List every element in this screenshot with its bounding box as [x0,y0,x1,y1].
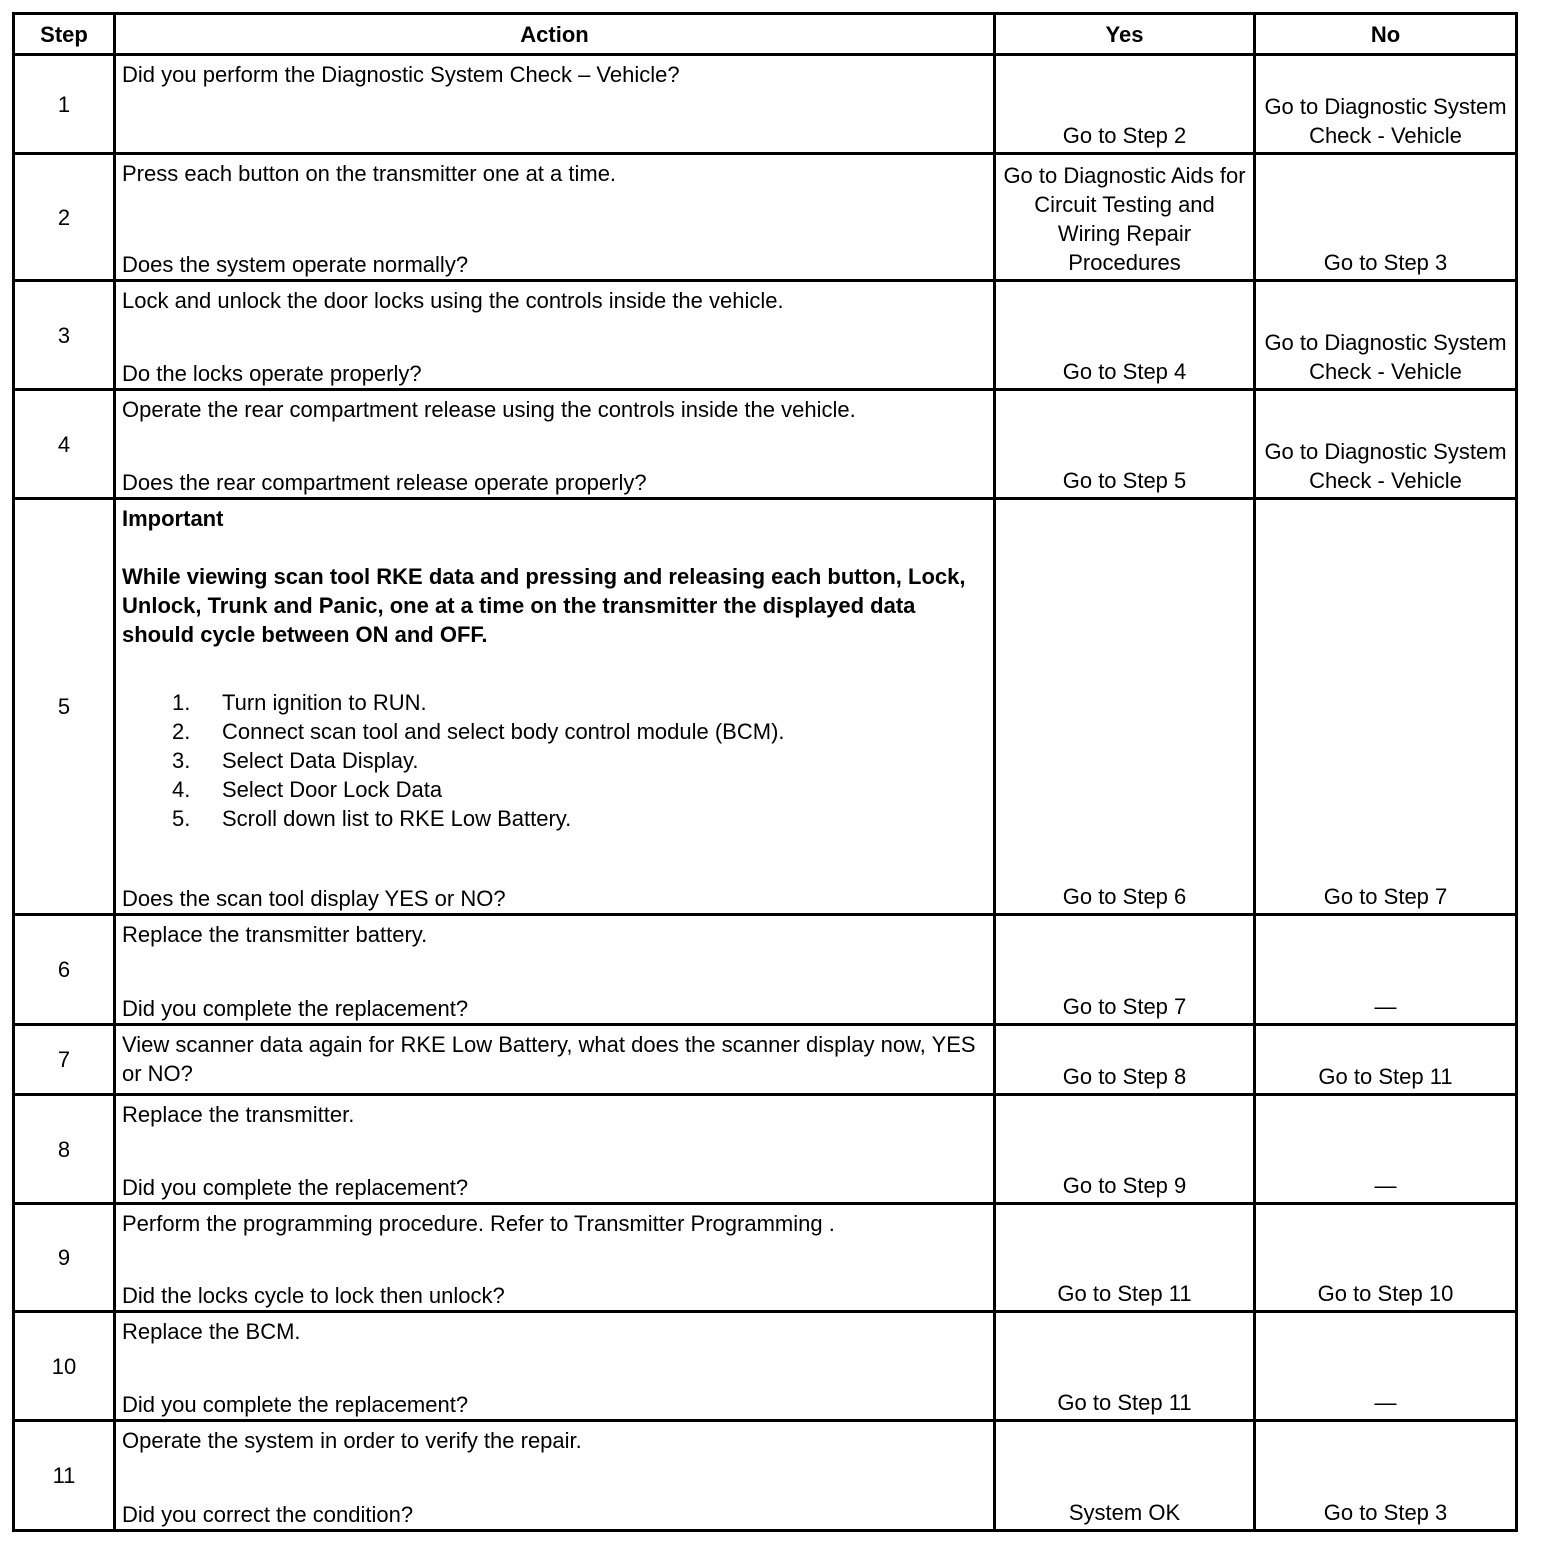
action-instruction: Press each button on the transmitter one at a time. [122,161,617,186]
action-question: Does the system operate normally? [122,252,469,277]
action-cell [115,1204,995,1312]
header-yes: Yes [995,14,1255,55]
action-instruction: View scanner data again for RKE Low Battery, what does the scanner display now, YES or NO? [122,1032,976,1086]
yes-result: Go to Diagnostic Aids for Circuit Testing and Wiring Repair Procedures [995,154,1255,281]
action-cell [115,1421,995,1531]
action-question: Does the scan tool display YES or NO? [122,886,506,911]
action-question: Did you complete the replacement? [122,1392,469,1417]
yes-result: Go to Step 7 [995,915,1255,1025]
yes-result: Go to Step 4 [995,281,1255,390]
important-title: Important [122,506,224,531]
step-number: 8 [14,1095,115,1204]
procedure-item [122,804,987,833]
procedure-item [122,688,987,717]
yes-result: Go to Step 8 [995,1025,1255,1095]
important-block [122,504,987,833]
no-result: Go to Diagnostic System Check - Vehicle [1255,281,1517,390]
action-instruction: Lock and unlock the door locks using the controls inside the vehicle. [122,288,784,313]
action-cell [115,154,995,281]
action-instruction: Replace the transmitter battery. [122,922,428,947]
step-number: 7 [14,1025,115,1095]
table-row [14,499,1517,915]
no-result: Go to Step 10 [1255,1204,1517,1312]
yes-result: Go to Step 5 [995,390,1255,499]
action-question: Did you correct the condition? [122,1502,414,1527]
procedure-item [122,717,987,746]
action-instruction: Perform the programming procedure. Refer to Transmitter Programming . [122,1211,835,1236]
action-content [122,1100,987,1202]
table-row [14,1025,1517,1095]
action-content [122,395,987,497]
action-instruction: Replace the transmitter. [122,1102,355,1127]
step-number: 11 [14,1421,115,1531]
action-content [122,920,987,1023]
action-cell [115,499,995,915]
step-number: 9 [14,1204,115,1312]
action-cell [115,281,995,390]
action-instruction: Replace the BCM. [122,1319,301,1344]
item-text: Select Data Display. [222,748,419,773]
yes-result: Go to Step 11 [995,1204,1255,1312]
step-number: 4 [14,390,115,499]
action-cell [115,1312,995,1421]
action-instruction: Operate the rear compartment release using the controls inside the vehicle. [122,397,856,422]
action-content [122,159,987,279]
item-text: Connect scan tool and select body control module (BCM). [222,719,785,744]
action-instruction: Operate the system in order to verify the repair. [122,1428,582,1453]
diagnostic-table [12,12,1518,1532]
header-row [14,14,1517,55]
procedure-item [122,775,987,804]
header-step: Step [14,14,115,55]
yes-result: Go to Step 2 [995,55,1255,154]
action-content [122,1317,987,1419]
action-cell [115,915,995,1025]
yes-result: System OK [995,1421,1255,1531]
step-number: 6 [14,915,115,1025]
action-content [122,504,987,913]
no-result: Go to Diagnostic System Check - Vehicle [1255,55,1517,154]
action-content [122,1426,987,1529]
action-content [122,286,987,388]
table-row [14,154,1517,281]
table-row [14,915,1517,1025]
no-result: Go to Diagnostic System Check - Vehicle [1255,390,1517,499]
step-number: 3 [14,281,115,390]
no-result: Go to Step 3 [1255,154,1517,281]
action-question: Does the rear compartment release operate properly? [122,470,647,495]
yes-result: Go to Step 6 [995,499,1255,915]
action-question: Did you complete the replacement? [122,996,469,1021]
no-result: Go to Step 7 [1255,499,1517,915]
action-content [122,1209,987,1310]
no-result: — [1255,1312,1517,1421]
header-no: No [1255,14,1517,55]
table-row [14,390,1517,499]
procedure-list [122,688,987,833]
action-cell [115,1095,995,1204]
yes-result: Go to Step 11 [995,1312,1255,1421]
table-row [14,1095,1517,1204]
important-text: While viewing scan tool RKE data and pressing and releasing each button, Lock, Unlock, Trunk and Panic, one at a time on the transmitter the displayed data should cycle between ON and OFF. [122,564,966,647]
item-text: Select Door Lock Data [222,777,443,802]
item-number: 1. [172,690,191,715]
action-cell [115,1025,995,1095]
item-number: 2. [172,719,191,744]
action-question: Did the locks cycle to lock then unlock? [122,1283,505,1308]
action-cell [115,390,995,499]
action-cell [115,55,995,154]
step-number: 1 [14,55,115,154]
no-result: Go to Step 3 [1255,1421,1517,1531]
action-question: Do the locks operate properly? [122,361,422,386]
item-text: Turn ignition to RUN. [222,690,427,715]
action-question: Did you complete the replacement? [122,1175,469,1200]
action-content [122,1030,987,1093]
action-instruction: Did you perform the Diagnostic System Check – Vehicle? [122,62,680,87]
no-result: Go to Step 11 [1255,1025,1517,1095]
yes-result: Go to Step 9 [995,1095,1255,1204]
step-number: 2 [14,154,115,281]
step-number: 5 [14,499,115,915]
procedure-item [122,746,987,775]
table-row [14,1312,1517,1421]
no-result: — [1255,1095,1517,1204]
action-content [122,60,987,152]
table-row [14,281,1517,390]
item-text: Scroll down list to RKE Low Battery. [222,806,572,831]
table-row [14,55,1517,154]
table-row [14,1421,1517,1531]
item-number: 5. [172,806,191,831]
header-action: Action [115,14,995,55]
no-result: — [1255,915,1517,1025]
item-number: 3. [172,748,191,773]
item-number: 4. [172,777,191,802]
table-row [14,1204,1517,1312]
step-number: 10 [14,1312,115,1421]
